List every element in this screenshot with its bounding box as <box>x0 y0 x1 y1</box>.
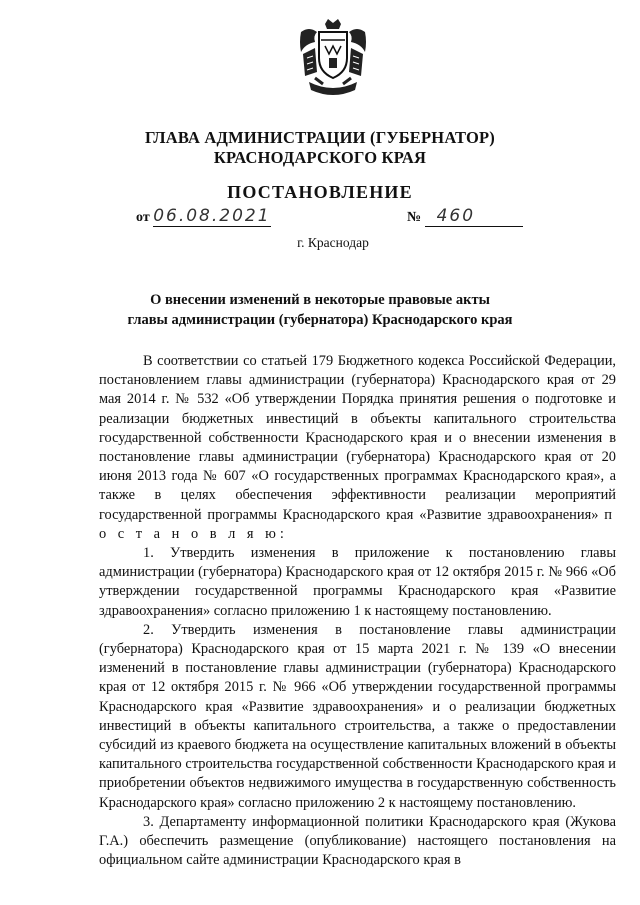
paragraph-item-1: 1. Утвердить изменения в приложение к постановлению главы администрации (губернатора) Краснодарского края от 12 октября 2015 г. № 966 «Об утверждении государственной программы Краснодарского края «Развитие здравоохранения» согласно приложению 1 к настоящему постановлению. <box>99 545 616 619</box>
number-value: 460 <box>436 206 476 226</box>
date-field <box>136 208 271 227</box>
date-prefix: от <box>136 210 150 225</box>
city: г. Краснодар <box>297 235 369 250</box>
authority-title-line2: КРАСНОДАРСКОГО КРАЯ <box>213 148 427 167</box>
document-title-line2: главы администрации (губернатора) Краснодарского края <box>127 312 513 328</box>
document-body <box>99 352 616 870</box>
preamble-text: В соответствии со статьей 179 Бюджетного кодекса Российской Федерации, постановлением главы администрации (губернатора) Краснодарского края от 29 мая 2014 г. № 532 «Об утверждении Порядка принятия решения о подготовке и реализации бюджетных инвестиций в объекты капитального строительства государственной собственности Краснодарского края и о внесении изменения в постановление главы администрации (губернатора) Краснодарского края от 20 июня 2013 года № 607 «О государственных программах Краснодарского края», а также в целях обеспечения эффективности реализации мероприятий государственной программы Краснодарского края «Развитие здравоохранения» <box>99 353 616 523</box>
document-type: ПОСТАНОВЛЕНИЕ <box>227 182 413 202</box>
paragraph-preamble <box>99 352 616 544</box>
paragraph-item-3: 3. Департаменту информационной политики Краснодарского края (Жукова Г.А.) обеспечить размещение (опубликование) настоящего постановления на официальном сайте администрации Краснодарского края в <box>99 813 616 869</box>
number-field <box>407 208 523 227</box>
coat-of-arms-emblem <box>295 18 371 100</box>
paragraph-item-2: 2. Утвердить изменения в постановление главы администрации (губернатора) Краснодарского края от 15 марта 2021 г. № 139 «О внесении изменений в постановление главы администрации (губернатора) Краснодарского края от 12 октября 2015 г. № 966 «Об утверждении государственной программы Краснодарского края «Развитие здравоохранения» и о реализации бюджетных инвестиций в объекты капитального строительства, а также о предоставлении субсидий из краевого бюджета на осуществление капитальных вложений в объекты капитального строительства государственной собственности Краснодарского края и приобретении объектов недвижимого имущества в государственную собственность Краснодарского края» согласно приложению 2 к настоящему постановлению. <box>99 621 616 811</box>
date-value: 06.08.2021 <box>153 206 271 226</box>
number-prefix: № <box>407 210 422 225</box>
resolve-word: п о с т а н о в л я ю: <box>99 506 616 542</box>
document-title-line1: О внесении изменений в некоторые правовые акты <box>150 292 490 308</box>
authority-title-line1: ГЛАВА АДМИНИСТРАЦИИ (ГУБЕРНАТОР) <box>145 128 495 147</box>
